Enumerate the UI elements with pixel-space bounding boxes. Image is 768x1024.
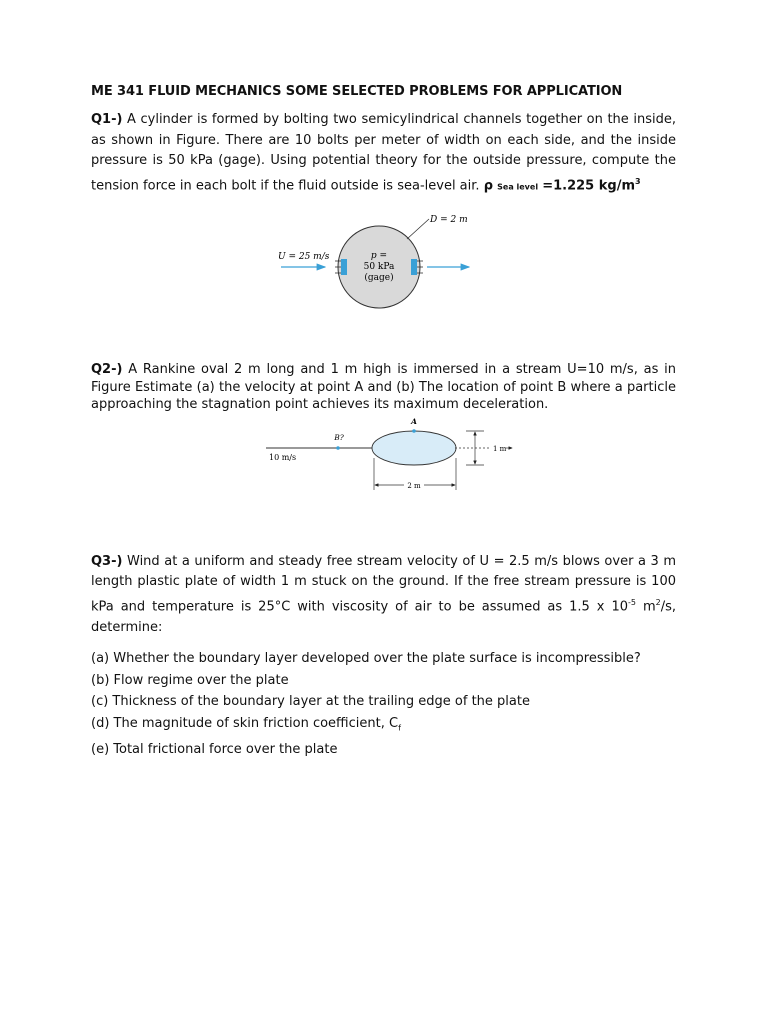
rho-value: =1.225 kg/m <box>542 177 635 193</box>
pressure-label-line1: p = <box>370 251 388 262</box>
diameter-label: D = 2 m <box>430 215 468 226</box>
stream-label: 10 m/s <box>269 452 297 462</box>
question-1-text: A cylinder is formed by bolting two semicylindrical channels together on the inside, as shown in Figure. There are 10 bolts per meter of width on each side, and the inside pressure is 50 kPa (gage). Using potential theory for the outside pressure, compute the tension force in each bolt if the fluid outside is sea-level air. <box>91 112 676 193</box>
pressure-label-line2: 50 kPa <box>363 262 395 273</box>
question-3-items <box>91 648 676 760</box>
unit-exponent: 2 <box>655 597 661 607</box>
item-b: (b) Flow regime over the plate <box>91 672 289 688</box>
question-3-label: Q3-) <box>91 553 123 569</box>
viscosity-exponent: -5 <box>627 597 636 607</box>
point-a-label: A <box>411 416 417 426</box>
item-c: (c) Thickness of the boundary layer at the trailing edge of the plate <box>91 694 530 710</box>
question-2-label: Q2-) <box>91 362 123 378</box>
rankine-oval-figure <box>91 414 676 504</box>
question-3-text-a: Wind at a uniform and steady free stream velocity of U = 2.5 m/s blows over a 3 m length plastic plate of width 1 m stuck on the ground. If the free stream pressure is 100 kPa and temperature is 25°C with viscosity of air to be assumed as 1.5 x 10 <box>91 553 676 615</box>
item-a: (a) Whether the boundary layer developed over the plate surface is incompressible? <box>91 651 641 667</box>
question-3 <box>91 552 676 638</box>
point-a-marker <box>412 429 416 433</box>
rankine-oval <box>372 431 456 465</box>
document-page <box>91 84 676 760</box>
pressure-label-line3: (gage) <box>364 273 394 284</box>
question-2 <box>91 361 676 414</box>
question-1 <box>91 110 676 197</box>
right-bolt-icon <box>411 259 423 275</box>
question-2-text: A Rankine oval 2 m long and 1 m high is immersed in a stream U=10 m/s, as in Figure Estimate (a) the velocity at point A and (b) The location of point B where a particle approaching the stagnation point achieves its maximum deceleration. <box>91 362 676 413</box>
rho-subscript: Sea level <box>497 181 539 191</box>
cf-subscript: f <box>398 723 401 733</box>
diameter-leader <box>407 219 429 239</box>
height-label: 1 m <box>493 444 507 453</box>
question-3-text-c: /s, determine: <box>91 599 676 635</box>
question-1-label: Q1-) <box>91 112 123 127</box>
velocity-label: U = 25 m/s <box>278 252 330 263</box>
length-label: 2 m <box>407 481 421 490</box>
item-d-text: (d) The magnitude of skin friction coefficient, C <box>91 715 399 731</box>
point-b-label: B? <box>334 432 344 442</box>
rho-exponent: 3 <box>635 176 641 186</box>
cylinder-figure <box>91 197 676 347</box>
point-b-marker <box>336 446 340 450</box>
item-d <box>91 713 676 739</box>
question-3-text-b: m <box>635 599 656 615</box>
rho-symbol: ρ <box>483 177 493 193</box>
left-bolt-icon <box>335 259 347 275</box>
document-title: ME 341 FLUID MECHANICS SOME SELECTED PROBLEMS FOR APPLICATION <box>91 84 623 99</box>
item-e: (e) Total frictional force over the plate <box>91 741 338 757</box>
